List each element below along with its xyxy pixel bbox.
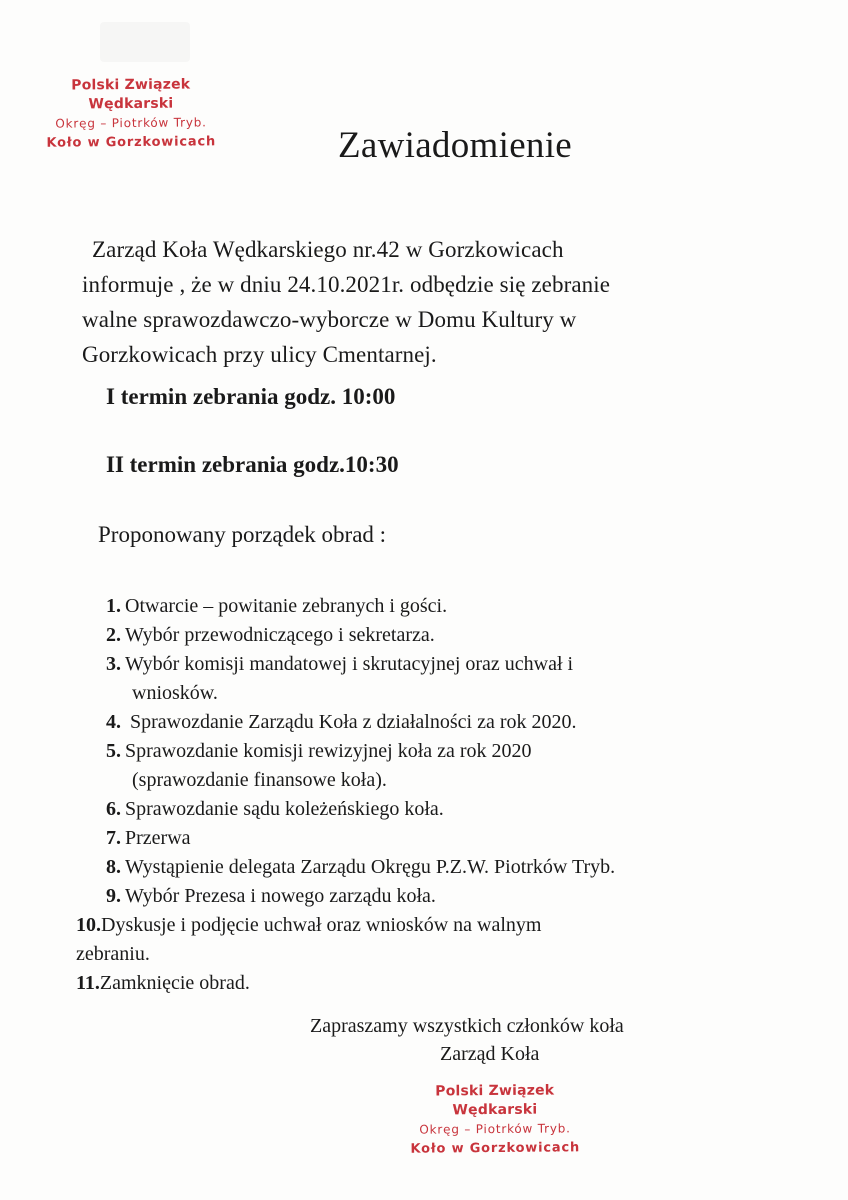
agenda-item-number: 6. [106,798,121,820]
agenda-item [76,824,776,853]
agenda-item [76,882,776,911]
closing-invite: Zapraszamy wszystkich członków koła [310,1015,624,1037]
agenda-item-continuation: wniosków. [132,682,218,704]
agenda-item-text: Wybór Prezesa i nowego zarządu koła. [125,885,436,907]
agenda-item [76,650,776,708]
agenda-item-text: Zamknięcie obrad. [99,972,250,994]
stamp-line-1: Polski Związek Wędkarski [71,76,191,113]
agenda-item-number: 7. [106,827,121,849]
agenda-item-continuation: zebraniu. [76,943,150,965]
agenda-item-text: Otwarcie – powitanie zebranych i gości. [125,595,448,617]
agenda-item [76,911,776,969]
agenda-item-text: Wystąpienie delegata Zarządu Okręgu P.Z.W. Piotrków Tryb. [125,856,616,878]
agenda-item-number: 1. [106,595,121,617]
agenda-item-number: 11. [76,972,100,994]
agenda-item [76,795,776,824]
agenda-title: Proponowany porządek obrad : [98,522,387,547]
intro-line: informuje , że w dniu 24.10.2021r. odbędzie się zebranie [82,272,611,297]
agenda-item-number: 2. [106,624,121,646]
agenda-item [76,621,776,650]
agenda-item [76,592,776,621]
agenda-list [76,592,776,998]
faint-scan-mark [100,22,190,62]
stamp-line-2: Okręg – Piotrków Tryb. [419,1121,571,1137]
agenda-item [76,708,776,737]
stamp-line-3: Koło w Gorzkowicach [46,134,217,151]
intro-line: walne sprawozdawczo-wyborcze w Domu Kultury w [82,307,577,332]
agenda-item-text: Dyskusje i podjęcie uchwał oraz wniosków na walnym [101,914,542,936]
intro-line: Gorzkowicach przy ulicy Cmentarnej. [82,342,437,367]
first-term: I termin zebrania godz. 10:00 [106,384,396,409]
agenda-item-continuation: (sprawozdanie finansowe koła). [132,769,387,791]
agenda-item-text: Przerwa [125,827,191,849]
agenda-item [76,969,776,998]
agenda-item [76,737,776,795]
agenda-item-text: Sprawozdanie Zarządu Koła z działalności za rok 2020. [125,711,577,733]
agenda-item-number: 9. [106,885,121,907]
stamp-line-3: Koło w Gorzkowicach [410,1140,581,1157]
agenda-item-number: 4. [106,711,121,733]
intro-paragraph [82,232,802,372]
agenda-item-number: 3. [106,653,121,675]
stamp-line-1: Polski Związek Wędkarski [435,1082,555,1119]
stamp-bottom [396,1081,595,1159]
closing-signature: Zarząd Koła [440,1043,540,1065]
second-term: II termin zebrania godz.10:30 [106,452,399,477]
agenda-item-number: 8. [106,856,121,878]
stamp-line-2: Okręg – Piotrków Tryb. [55,115,207,131]
agenda-item-number: 10. [76,914,101,936]
agenda-item-text: Wybór przewodniczącego i sekretarza. [125,624,435,646]
agenda-item-text: Sprawozdanie komisji rewizyjnej koła za rok 2020 [125,740,532,762]
agenda-item-text: Wybór komisji mandatowej i skrutacyjnej oraz uchwał i [125,653,574,675]
agenda-item-number: 5. [106,740,121,762]
agenda-item-text: Sprawozdanie sądu koleżeńskiego koła. [125,798,444,820]
agenda-item [76,853,776,882]
page-title: Zawiadomienie [337,125,573,166]
intro-line: Zarząd Koła Wędkarskiego nr.42 w Gorzkowicach [92,237,564,262]
